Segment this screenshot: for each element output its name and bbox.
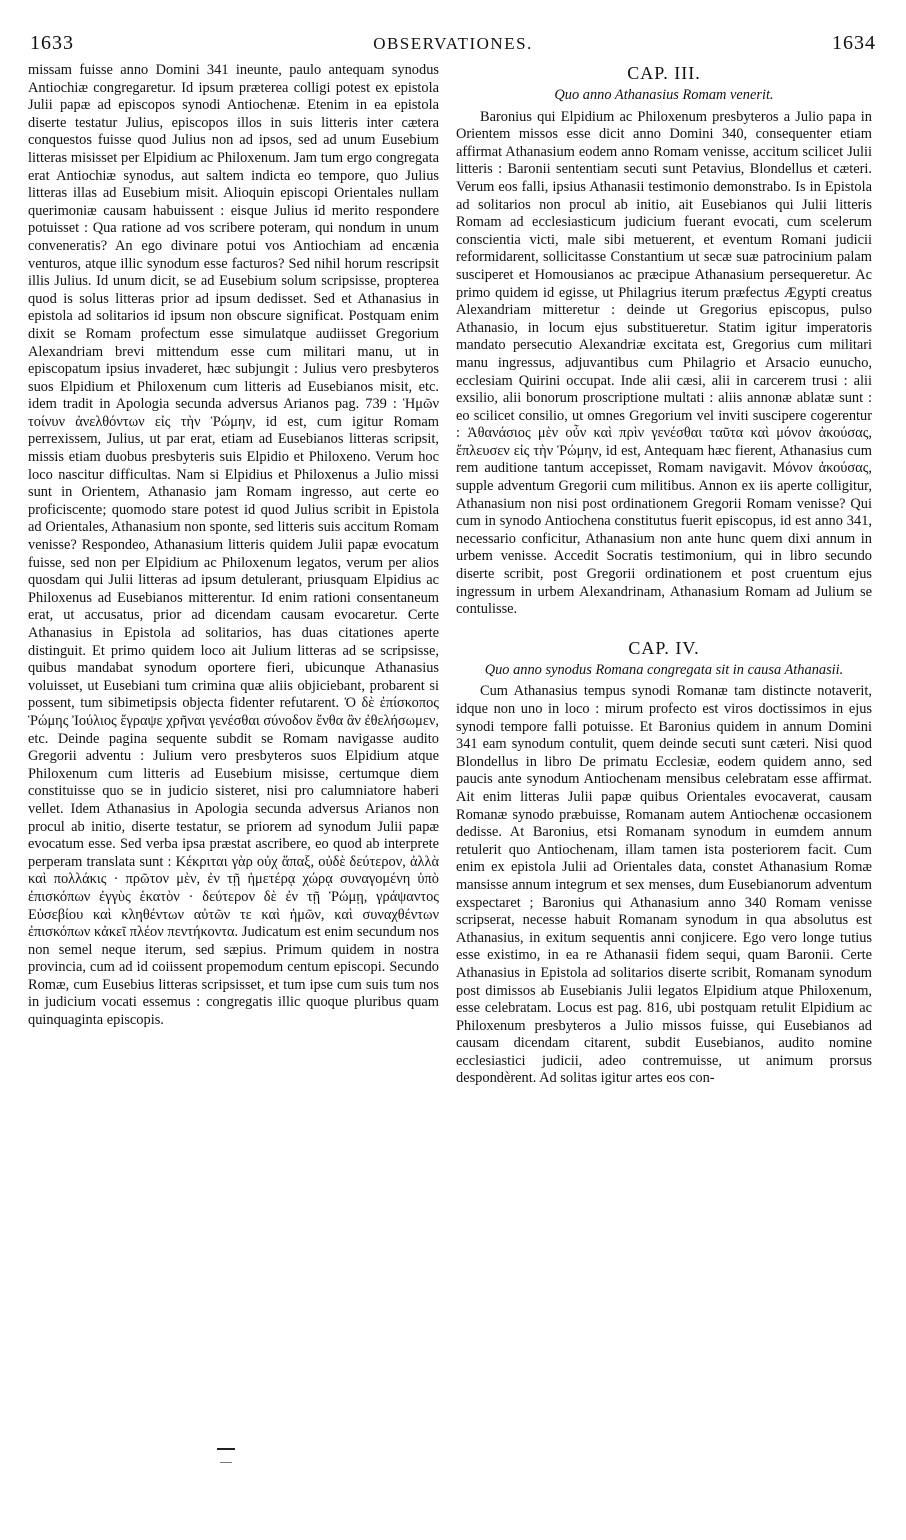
page-number-left: 1633 — [30, 32, 74, 54]
end-rule — [217, 1448, 235, 1450]
chapter-heading-3: CAP. III. — [627, 63, 701, 83]
right-column — [456, 62, 872, 1088]
chapter-subtitle-3: Quo anno Athanasius Romam venerit. — [554, 87, 774, 103]
left-column-text: missam fuisse anno Domini 341 ineunte, paulo antequam synodus Antiochiæ congregaretur. Id ipsum præterea colligi potest ex epistola Julii papæ ad episcopos synodi Antiochenæ. Etenim in ea epistola diserte testatur Julius, episcopos illos in suis litteris inter cætera conquestos fuisse quod Julius non ad ipsos, sed ad unum Eusebium litteras misisset per Elpidium ac Philoxenum. Jam tum ergo congregata erat Antiochiæ synodus, aut saltem indicta eo tempore, quo Julius litteras illas ad Eusebium misit. Alioquin episcopi Orientales nullam querimoniæ causam habuissent : eisque Julius id merito respondere potuisset : Qua ratione ad vos scribere poteram, qui nondum in unum conveneratis? An ego divinare potui vos Antiochiam ad encænia venturos, atque illic synodum esse facturos? Sed nihil horum rescripsit illis Julius. Id unum dicit, se ad Eusebium solum scripsisse, propterea quod is solus litteras prior ad ipsum dedisset. Sed et Athanasius in epistola ad solitarios id ipsum non obscure significat. Postquam enim dixit se Romam profectum esse simulatque audiisset Gregorium Alexandriam brevi mittendum esse cum militari manu, ut in episcopatum ipsius invaderet, hæc subjungit : Julius vero presbyteros suos Elpidium et Philoxenum cum litteris ad Eusebianos misit, etc. idem tradit in Apologia secunda adversus Arianos pag. 739 : Ἡμῶν τοίνυν ἀνελθόντων εἰς τὴν Ῥώμην, id est, cum igitur Romam perrexissem, Julius, ut par erat, etiam ad Eusebianos litteras scripsit, missis etiam duobus presbyteris suis Elpidio et Philoxeno. Verum hoc loco nascitur difficultas. Nam si Elpidius et Philoxenus a Julio missi sunt in Orientem, Athanasio jam Romam ingresso, aut certe eo proficiscente; quomodo stare potest id quod Julius scribit in Epistola ad Orientales, Athanasium non sponte, sed litteris suis accitum Romam venisse? Respondeo, Athanasium litteris quidem Julii papæ evocatum fuisse, sed non per Elpidium ac Philoxenum legatos, verum per alios quosdam qui Julii litteras ad ipsum detulerant, priusquam Elpidius ac Philoxenus ad Eusebianos mitterentur. Id enim rationi consentaneum erat, ut accusatus, prior ad dicendam causam evocaretur. Certe Athanasius in Epistola ad solitarios, has duas citationes aperte distinguit. Et primo quidem loco ait Julium litteras ad se scripsisse, quibus mandabat synodum oportere fieri, ubicunque Athanasius voluisset, ut Eusebiani tum crimina quæ aliis objiciebant, probarent si possent, tum sibimetipsis objecta fidenter refutarent. Ὁ δὲ ἐπίσκοπος Ῥώμης Ἰούλιος ἔγραψε χρῆναι γενέσθαι σύνοδον ἔνθα ἂν ἐθελήσωμεν, etc. Deinde pagina sequente subdit se Romam navigasse audito Gregorii adventu : Julium vero presbyteros suos Elpidium atque Philoxenum cum litteris ad Eusebium misisse, certumque diem constituisse quo se in judicio sisteret, nisi pro calumniatore haberi vellet. Idem Athanasius in Apologia secunda adversus Arianos non procul ab initio, diserte testatur, se priorem ad synodum Julii papæ evocatum esse. Sed verba ipsa præstat ascribere, eo quod ab interprete perperam translata sunt : Κέκριται γὰρ οὐχ ἅπαξ, οὐδὲ δεύτερον, ἀλλὰ καὶ πολλάκις · πρῶτον μὲν, ἐν τῇ ἡμετέρᾳ χώρᾳ συναγομένη ὑπὸ ἐπισκόπων ἐγγὺς ἑκατὸν · δεύτερον δὲ ἐν τῇ Ῥώμῃ, γράψαντος Εὐσεβίου καὶ κληθέντων αὐτῶν τε καὶ ἡμῶν, καὶ συναχθέντων ἐπισκόπων κἀκεῖ πλέον πεντήκοντα. Judicatum est enim secundum nos non semel neque iterum, sed sæpius. Primum quidem in nostra provincia, cum ad id coiissent propemodum centum episcopi. Secundo Romæ, cum Eusebius litteras scripsisset, et tum ipse cum suis tum nos in judicium vocati essemus : congregatis illic quoque pluribus quam quinquaginta episcopis. — [28, 62, 439, 1029]
chapter-3-text: Baronius qui Elpidium ac Philoxenum presbyteros a Julio papa in Orientem missos esse dicit anno Domini 340, consequenter etiam affirmat Athanasium eodem anno Romam venisse, accitum scilicet Julii litteris : Baronii sententiam secuti sunt Petavius, Blondellus et cæteri. Verum eos falli, ipsius Athanasii testimonio demonstrabo. Is in Epistola ad solitarios non procul ab initio, ait Eusebianos qui Julii litteris Romam ad ecclesiasticum judicium fuerant evocati, cum scelerum conscientia victi, male sibi metuerent, et eventum Romani judicii reformidarent, sollicitasse Constantium ut secæ suæ patrocinium palam susciperet et Homousianos ac præcipue Athanasium persequeretur. Ac primo quidem id egisse, ut Philagrius iterum præfectus Ægypti creatus Alexandriam mitteretur : deinde ut Gregorius episcopus, pulso Athanasio, in locum ejus substitueretur. Statim igitur imperatoris mandato persecutio Alexandriæ excitata est, Gregorius cum militari manu ingressus, adjuvantibus cum Philagrio et Arsacio eunucho, ecclesiam Quirini occupat. Inde alii cæsi, alii in carcerem trusi : alii exsilio, alii bonorum proscriptione multati : aliis annonæ ablatæ sunt : eo scilicet consilio, ut omnes Gregorium vel inviti suscipere cogerentur : Ἀθανάσιος μὲν οὖν καὶ πρὶν γενέσθαι ταῦτα καὶ μόνον ἀκούσας, ἔπλευσεν εἰς τὴν Ῥώμην, id est, Antequam hæc fierent, Athanasius cum rem auditione tantum accepisset, Romam navigavit. Μόνον ἀκούσας, supple adventum Gregorii cum militibus. Annon ex iis aperte colligitur, Athanasium non nisi post ordinationem Gregorii Romam venisse? Qui cum in synodo Antiochena constitutus fuerit episcopus, id est anno 341, necessario conficitur, Athanasium non ante hunc quem dixi annum in urbem venisse. Accedit Socratis testimonium, qui in libro secundo diserte scribit, post Gregorii ordinationem et post cruentum ejus ingressum in urbem Alexandrinam, Athanasium Romam ad Julium se contulisse. — [456, 108, 872, 618]
chapter-4-text: Cum Athanasius tempus synodi Romanæ tam distincte notaverit, idque non uno in loco : mirum profecto est viros doctissimos in ejus synodi tempore falli potuisse. Et Baronius quidem in annum Domini 341 eam synodum contulit, quem deinde secuti sunt cæteri. Nisi quod Blondellus in libro De primatu Ecclesiæ, eodem quidem anno, sed paucis ante synodum Antiochenam mensibus celebratam esse affirmat. Ait enim litteras Julii papæ quibus Orientales evocaverat, causam Romanæ synodo præbuisse, Romanam autem Antiochenæ occasionem dedisse. At Baronius, etsi Romanam synodum in eumdem annum retulerit quo Antiochenam, illam tamen ista posteriorem facit. Cum enim ex epistola Julii ad Orientales data, constet Athanasium Romæ mansisse annum integrum et sex menses, dum Eusebianorum adventum exspectaret ; Baronius qui Athanasium anno 340 Romam venisse scripserat, necesse habuit Romanam synodum in qua absolutus est Athanasius, in exitum sequentis anni conjicere. Ego vero longe tutius esse existimo, in ea re Athanasii fidem sequi, quam Baronii. Certe Athanasius in Epistola ad solitarios diserte scribit, Romanam synodum post dimissos ab Eusebianis Julii legatos Elpidium atque Philoxenum, esse celebratam. Locus est pag. 816, ubi postquam retulit Elpidium ac Philoxenum presbyteros a Julio missos fuisse, qui Eusebianos ad causam dicendam citarent, subdit Eusebianos, audito nomine ecclesiastici judicii, adeo contremuisse, ut animum prorsus despondèrent. Ad solitas igitur artes eos con- — [456, 683, 872, 1087]
chapter-heading-4: CAP. IV. — [628, 637, 700, 658]
page-header — [30, 32, 876, 58]
left-column — [28, 62, 439, 1030]
page-number-right: 1634 — [832, 32, 876, 54]
end-rule-small — [220, 1462, 232, 1463]
chapter-subtitle-4: Quo anno synodus Romana congregata sit in causa Athanasii. — [484, 661, 844, 678]
running-title: OBSERVATIONES. — [373, 34, 533, 53]
